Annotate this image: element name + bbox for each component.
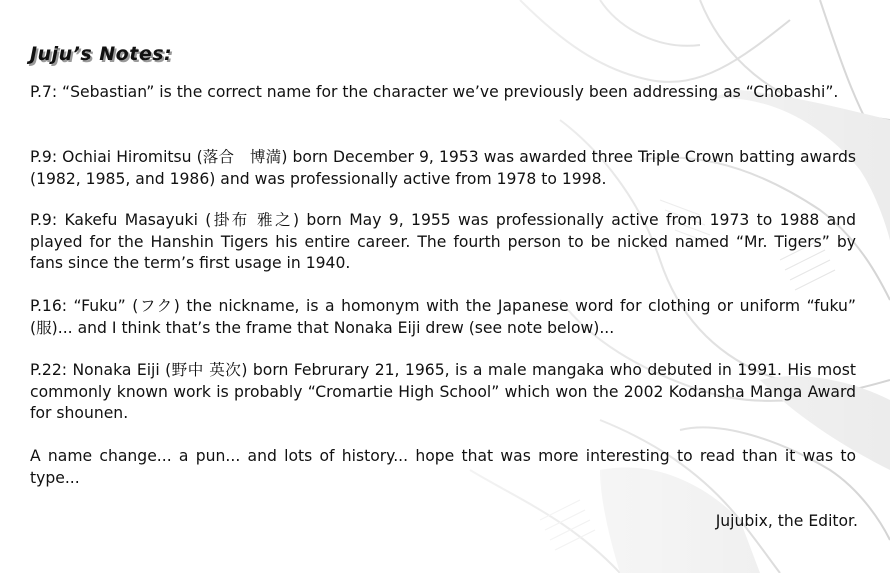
notes-title: Juju’s Notes: [30, 43, 173, 65]
note-p9-kakefu: P.9: Kakefu Masayuki (掛布 雅之) born May 9, 1955 was professionally active from 1973 to 1988 and played for the Hanshin Tigers his entire career. The fourth person to be nicked named “Mr. Tigers” by fans since the term’s first usage in 1940. [30, 211, 856, 272]
note-p22-nonaka: P.22: Nonaka Eiji (野中 英次) born Februrary 21, 1965, is a male mangaka who debuted in 1991. His most commonly known work is probably “Cromartie High School” which won the 2002 Kodansha Manga Award for shounen. [30, 361, 856, 422]
note-p9-ochiai: P.9: Ochiai Hiromitsu (落合 博満) born December 9, 1953 was awarded three Triple Crown batting awards (1982, 1985, and 1986) and was professionally active from 1978 to 1998. [30, 148, 856, 188]
editor-signature: Jujubix, the Editor. [715, 512, 858, 530]
note-p7: P.7: “Sebastian” is the correct name for the character we’ve previously been addressing as “Chobashi”. [30, 83, 839, 101]
note-p16-fuku: P.16: “Fuku” (フク) the nickname, is a homonym with the Japanese word for clothing or uniform “fuku” (服)... and I think that’s the frame that Nonaka Eiji drew (see note below)... [30, 297, 856, 337]
note-closing: A name change... a pun... and lots of history... hope that was more interesting to read than it was to type... [30, 447, 856, 487]
